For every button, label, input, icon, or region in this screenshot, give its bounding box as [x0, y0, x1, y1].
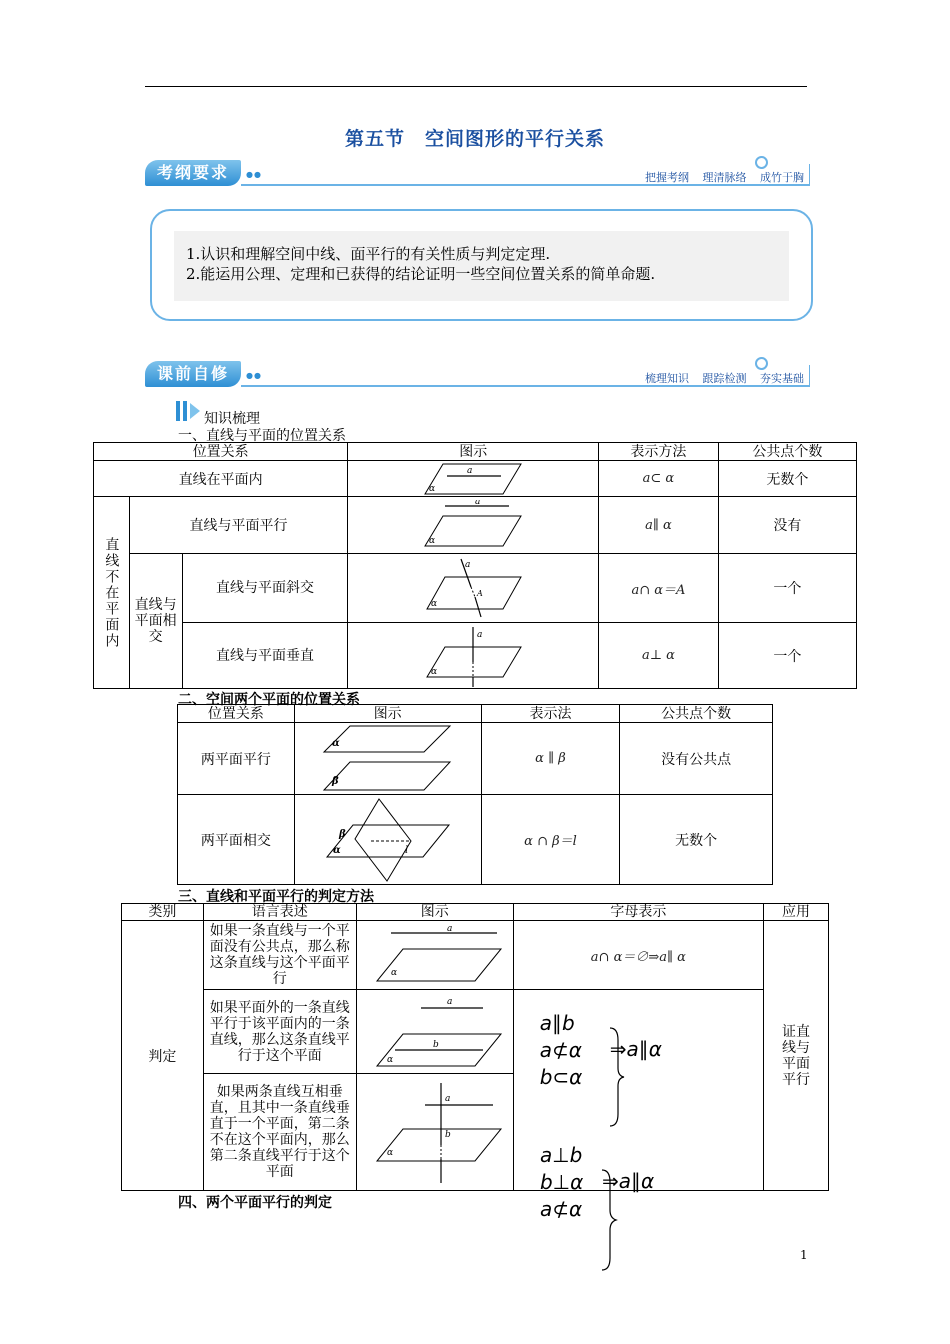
circle-icon — [755, 357, 768, 370]
formula-line: b⊂α — [539, 1065, 583, 1089]
notation-cell: α ∥ β — [481, 723, 620, 795]
figure-cell — [294, 723, 481, 795]
formula-line: a⊄α — [539, 1038, 582, 1062]
count-cell: 一个 — [718, 554, 856, 623]
fig-label: α — [429, 536, 436, 546]
figure-cell — [294, 795, 481, 885]
section-2-heading: 二、空间两个平面的位置关系 — [178, 692, 360, 708]
row-label: 两平面平行 — [178, 723, 295, 795]
subgroup-label-cell — [129, 554, 182, 689]
perpendicular-lines-figure — [365, 1079, 505, 1185]
row-label: 两平面相交 — [178, 795, 295, 885]
fig-label: A — [477, 589, 483, 598]
fig-label: a — [467, 465, 473, 476]
banner-dots: ●● — [246, 170, 262, 179]
fig-label: α — [331, 737, 340, 749]
category-cell: 判定 — [122, 921, 204, 1191]
intersecting-planes-figure — [323, 797, 453, 883]
banner-tail — [809, 365, 810, 387]
header-cell: 位置关系 — [178, 705, 295, 723]
formula-2-result: ⇒a∥α — [602, 1169, 655, 1193]
banner-dots: ●● — [246, 371, 262, 380]
application-text: 证直线与平面平行 — [782, 1023, 811, 1088]
parallel-planes-figure — [320, 724, 456, 794]
circle-icon — [755, 156, 768, 169]
row-label: 直线与平面斜交 — [216, 580, 315, 596]
statement-text: 如果平面外的一条直线平行于该平面内的一条直线，那么这条直线平行于这个平面 — [209, 999, 350, 1064]
row-label: 直线与平面垂直 — [216, 647, 315, 664]
line-plane-table — [93, 442, 857, 689]
header-cell: 表示方法 — [599, 443, 719, 461]
knowledge-label: 知识梳理 — [204, 411, 260, 427]
formula-line: a⊥b — [540, 1143, 583, 1167]
banner-badge: 课前自修 — [145, 361, 241, 387]
header-cell: 位置关系 — [94, 443, 348, 461]
row-label-cell — [182, 623, 348, 689]
formula-2 — [540, 1142, 583, 1223]
figure-cell — [348, 623, 599, 689]
line-plane-parallel-criteria-table — [121, 903, 829, 1191]
fig-label: b — [444, 1130, 451, 1141]
row-label-cell — [182, 554, 348, 623]
formula-line: b⊥α — [540, 1170, 584, 1194]
notation-cell: a∩ α＝∅⇒a∥ α — [513, 921, 763, 990]
fig-label: a — [444, 1094, 451, 1105]
header-cell: 类别 — [122, 904, 204, 921]
line-parallel-plane-figure — [421, 500, 525, 550]
banner-preview-study — [145, 361, 810, 387]
line-in-plane-figure — [421, 462, 525, 496]
formula-line: a∥b — [539, 1011, 575, 1035]
count-cell: 一个 — [718, 623, 856, 689]
count-cell: 没有 — [718, 497, 856, 554]
statement-cell — [203, 990, 356, 1074]
fig-label: a — [465, 560, 471, 570]
fig-label: a — [446, 925, 453, 934]
fig-label: α — [431, 599, 438, 609]
notation-cell: α ∩ β＝l — [481, 795, 620, 885]
figure-cell — [356, 990, 513, 1074]
fig-label: α — [332, 844, 341, 856]
line-parallel-line-in-plane-figure — [365, 994, 505, 1070]
fig-label: α — [431, 666, 438, 677]
fig-label: l — [404, 844, 408, 856]
line-oblique-plane-figure — [421, 557, 525, 619]
page-number: 1 — [800, 1248, 808, 1262]
header-cell: 字母表示 — [513, 904, 763, 921]
figure-cell — [348, 497, 599, 554]
notation-cell: a∩ α＝A — [599, 554, 719, 623]
statement-cell — [203, 921, 356, 990]
banner-badge: 考纲要求 — [145, 160, 241, 186]
fig-label: α — [386, 1054, 393, 1065]
fig-label: a — [477, 629, 483, 640]
header-cell: 语言表述 — [203, 904, 356, 921]
fig-label: b — [432, 1039, 439, 1050]
line-perpendicular-plane-figure — [421, 625, 525, 687]
notation-cell: a∥ α — [599, 497, 719, 554]
count-cell: 无数个 — [620, 795, 773, 885]
notation-cell: a⊂ α — [599, 461, 719, 497]
requirement-2: 2.能运用公理、定理和已获得的结论证明一些空间位置关系的简单命题. — [186, 265, 656, 283]
group-label: 直线不在平面内 — [103, 536, 120, 649]
header-cell: 表示法 — [481, 705, 620, 723]
page-title: 第五节 空间图形的平行关系 — [344, 128, 605, 150]
banner-tail — [809, 164, 810, 186]
fig-label: β — [331, 775, 339, 787]
application-cell — [764, 921, 829, 1191]
count-cell: 没有公共点 — [620, 723, 773, 795]
fig-label: α — [390, 968, 397, 978]
figure-cell — [348, 461, 599, 497]
plane-plane-table — [177, 704, 773, 885]
header-cell: 公共点个数 — [718, 443, 856, 461]
fig-label: α — [429, 483, 436, 494]
fig-label: a — [446, 996, 453, 1007]
figure-cell — [356, 921, 513, 990]
row-label: 直线在平面内 — [94, 461, 348, 497]
formula-line: a⊄α — [540, 1197, 583, 1221]
statement-text: 如果两条直线互相垂直，且其中一条直线垂直于一个平面，第二条不在这个平面内，那么第二条直线平行于这个平面 — [209, 1084, 350, 1181]
fig-label: a — [475, 500, 481, 507]
figure-cell — [356, 1074, 513, 1191]
statement-cell — [203, 1074, 356, 1191]
requirement-1: 1.认识和理解空间中线、面平行的有关性质与判定定理. — [186, 245, 551, 263]
section-4-heading: 四、两个平面平行的判定 — [178, 1195, 332, 1211]
banner-tags: 把握考纲 理清脉络 成竹于胸 — [645, 171, 804, 184]
header-cell: 应用 — [764, 904, 829, 921]
line-parallel-plane-definition-figure — [365, 925, 505, 985]
header-cell: 图示 — [348, 443, 599, 461]
banner-tags: 梳理知识 跟踪检测 夯实基础 — [645, 372, 804, 385]
banner-exam-requirements — [145, 160, 810, 186]
formula-1-result: ⇒a∥α — [609, 1037, 662, 1061]
section-1-heading: 一、直线与平面的位置关系 — [178, 428, 346, 444]
fig-label: β — [338, 828, 346, 840]
section-3-heading: 三、直线和平面平行的判定方法 — [178, 889, 374, 905]
fig-label: α — [386, 1148, 393, 1159]
header-cell: 图示 — [294, 705, 481, 723]
header-cell: 公共点个数 — [620, 705, 773, 723]
figure-cell — [348, 554, 599, 623]
count-cell: 无数个 — [718, 461, 856, 497]
group-label-cell — [94, 497, 130, 689]
notation-cell: a⊥ α — [599, 623, 719, 689]
subgroup-label: 直线与平面相交 — [134, 597, 177, 645]
header-cell: 图示 — [356, 904, 513, 921]
header-rule — [145, 86, 807, 87]
row-label: 直线与平面平行 — [129, 497, 348, 554]
statement-text: 如果一条直线与一个平面没有公共点，那么称这条直线与这个平面平行 — [209, 923, 350, 987]
formula-1 — [540, 1010, 583, 1091]
